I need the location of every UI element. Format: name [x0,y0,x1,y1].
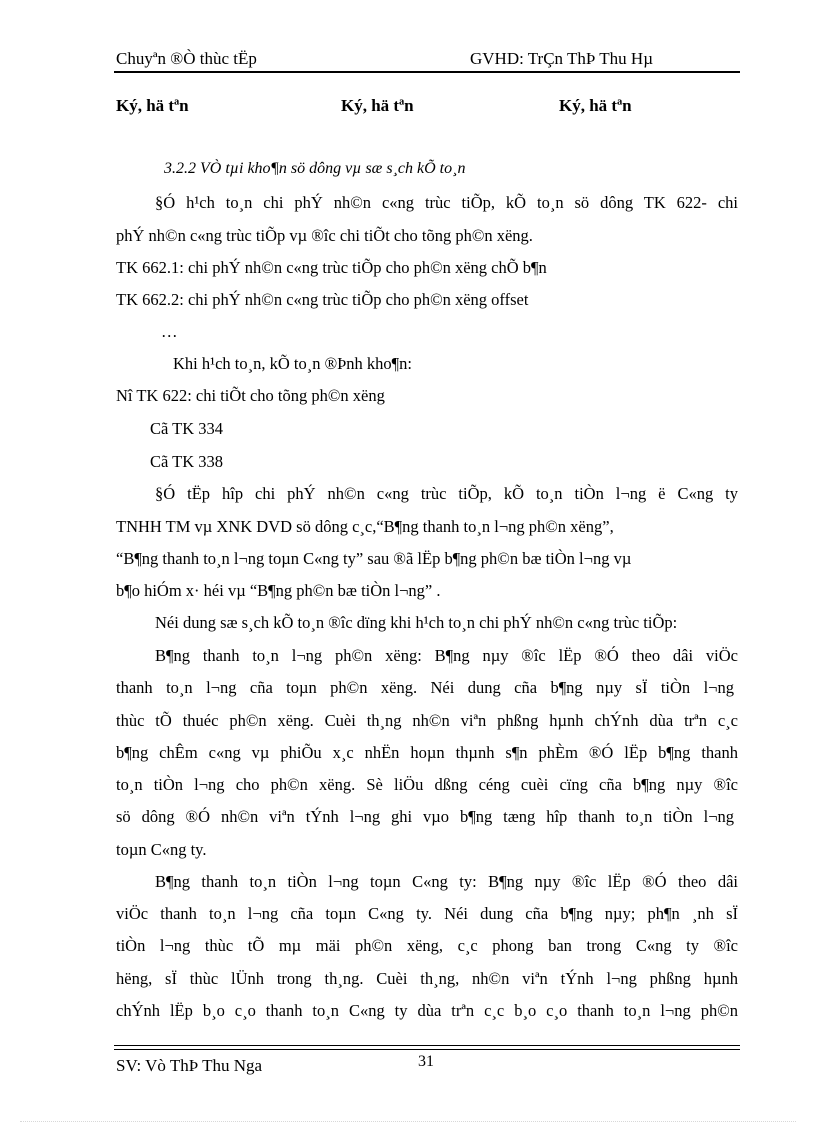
footer-rule [114,1045,740,1046]
footer-rule [114,1049,740,1050]
body-line: TK 662.2: chi phÝ nh©n c«ng trùc tiÕp cho ph©n xëng offset [116,290,529,309]
body-line: §Ó h¹ch to¸n chi phÝ nh©n c«ng trùc tiÕp, kÕ to¸n sö dông TK 622- chi [155,193,738,212]
body-line: hëng, sÏ thùc lÜnh trong th¸ng. Cuèi th¸ng, nh©n viªn tÝnh l¬ng phßng hµnh [116,969,738,988]
body-line: Cã TK 338 [150,452,224,471]
body-line: TNHH TM vµ XNK DVD sö dông c¸c,“B¶ng thanh to¸n l¬ng ph©n xëng”, [116,517,614,536]
signature-label-1: Ký, hä tªn [116,96,189,115]
body-line: §Ó tËp hîp chi phÝ nh©n c«ng trùc tiÕp, kÕ to¸n tiÒn l¬ng ë C«ng ty [155,484,738,503]
body-line: sö dông ®Ó nh©n viªn tÝnh l¬ng ghi vµo b¶ng tæng hîp thanh to¸n tiÒn l¬ng [116,807,734,826]
body-line: Néi dung sæ s¸ch kÕ to¸n ®îc dïng khi h¹ch to¸n chi phÝ nh©n c«ng trùc tiÕp: [155,613,678,632]
header-rule [114,71,740,73]
page-edge-divider [20,1121,796,1122]
signature-label-3: Ký, hä tªn [559,96,632,115]
body-line: Khi h¹ch to¸n, kÕ to¸n ®Þnh kho¶n: [173,354,412,373]
body-line: to¸n tiÒn l¬ng cho ph©n xëng. Sè liÖu dßng céng cuèi cïng cña b¶ng nµy ®îc [116,775,738,794]
signature-label-2: Ký, hä tªn [341,96,414,115]
body-line: “B¶ng thanh to¸n l¬ng toµn C«ng ty” sau ®ã lËp b¶ng ph©n bæ tiÒn l¬ng vµ [116,549,632,568]
body-line: TK 662.1: chi phÝ nh©n c«ng trùc tiÕp cho ph©n xëng chÕ b¶n [116,258,547,277]
body-line: thanh to¸n l¬ng cña toµn ph©n xëng. Néi dung cña b¶ng nµy sÏ tiÒn l¬ng [116,678,734,697]
body-line: B¶ng thanh to¸n l¬ng ph©n xëng: B¶ng nµy ®îc lËp ®Ó theo dâi viÖc [155,646,738,665]
header-supervisor: GVHD: TrÇn ThÞ Thu Hµ [470,49,653,68]
body-line: Nî TK 622: chi tiÕt cho tõng ph©n xëng [116,386,385,405]
page-number: 31 [418,1053,434,1070]
body-line: viÖc thanh to¸n l¬ng cña toµn C«ng ty. Néi dung cña b¶ng nµy; ph¶n ¸nh sÏ [116,904,738,923]
body-line: toµn C«ng ty. [116,840,207,859]
body-line: b¶o hiÓm x· héi vµ “B¶ng ph©n bæ tiÒn l¬ng” . [116,581,441,600]
section-title: 3.2.2 VÒ tµi kho¶n sö dông vµ sæ s¸ch kÕ to¸n [164,160,466,177]
footer-student: SV: Vò ThÞ Thu Nga [116,1056,263,1075]
body-line: b¶ng chÊm c«ng vµ phiÕu x¸c nhËn hoµn thµnh s¶n phÈm ®Ó lËp b¶ng thanh [116,743,738,762]
body-line: tiÒn l¬ng thùc tÕ mµ mäi ph©n xëng, c¸c phong ban trong C«ng ty ®îc [116,936,738,955]
body-line: phÝ nh©n c«ng trùc tiÕp vµ ®îc chi tiÕt cho tõng ph©n xëng. [116,226,533,245]
header-topic: Chuyªn ®Ò thùc tËp [116,49,257,68]
body-line: B¶ng thanh to¸n tiÒn l¬ng toµn C«ng ty: B¶ng nµy ®îc lËp ®Ó theo dâi [155,872,738,891]
body-line: chÝnh lËp b¸o c¸o thanh to¸n C«ng ty dùa trªn c¸c b¸o c¸o thanh to¸n l¬ng ph©n [116,1001,738,1020]
body-line: Cã TK 334 [150,419,224,438]
body-line: … [161,322,178,341]
body-line: thùc tÕ thuéc ph©n xëng. Cuèi th¸ng nh©n viªn phßng hµnh chÝnh dùa trªn c¸c [116,711,738,730]
